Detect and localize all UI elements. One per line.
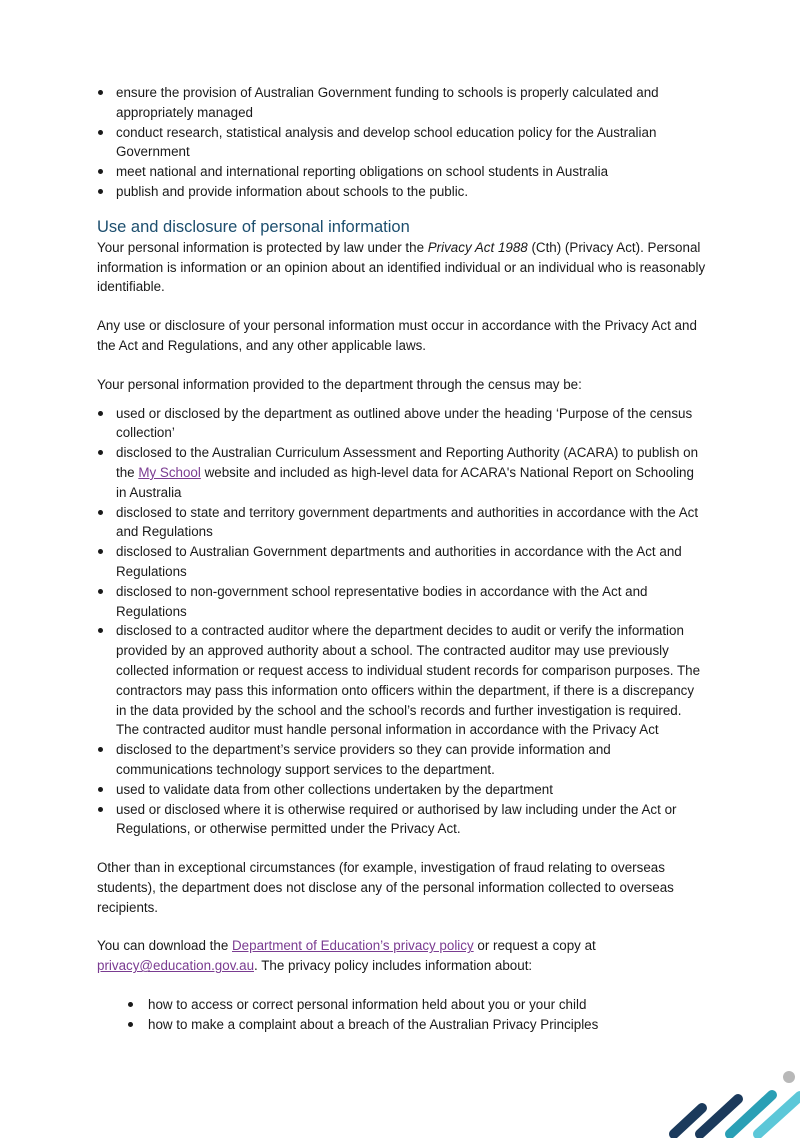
list-item: disclosed to a contracted auditor where the department decides to audit or verify the information provided by an approved authority about a school. The contracted auditor may use previously collected information or request access to individual student records for comparison purposes. The contractors may pass this information onto officers within the department, if there is a discrepancy in the data provided by the school and the school’s records and further investigation is required. The contracted auditor must handle personal information in accordance with the Privacy Act: [97, 621, 707, 740]
list-item: ensure the provision of Australian Government funding to schools is properly calculated and appropriately managed: [97, 83, 707, 123]
intro-paragraph: [97, 238, 707, 297]
policy-text-2: or request a copy at: [473, 938, 596, 954]
list-item: how to access or correct personal information held about you or your child: [97, 995, 707, 1015]
census-lead-paragraph: Your personal information provided to the department through the census may be:: [97, 376, 582, 392]
compliance-paragraph: Any use or disclosure of your personal information must occur in accordance with the Privacy Act and the Act and Regulations, and any other applicable laws.: [97, 318, 697, 353]
disclosure-list: [97, 404, 707, 840]
list-item: disclosed to state and territory government departments and authorities in accordance with the Act and Regulations: [97, 503, 707, 543]
section-heading: Use and disclosure of personal information: [97, 217, 410, 236]
list-item: disclosed to the department’s service providers so they can provide information and communications technology support services to the department.: [97, 740, 707, 780]
policy-topics-list: [97, 995, 707, 1035]
purpose-list: [97, 83, 707, 202]
list-item-text: disclosed to the Australian Curriculum Assessment and Reporting Authority (ACARA) to publish on the: [116, 445, 699, 480]
policy-text-1: You can download the: [97, 938, 233, 954]
page-content: [97, 83, 707, 1035]
my-school-link[interactable]: My School: [138, 464, 201, 480]
intro-text-1: Your personal information is protected by law under the: [97, 239, 428, 255]
privacy-policy-link[interactable]: Department of Education’s privacy policy: [232, 938, 474, 954]
privacy-policy-paragraph: [97, 936, 707, 976]
list-item: meet national and international reporting obligations on school students in Australia: [97, 162, 707, 182]
list-item: disclosed to non-government school representative bodies in accordance with the Act and Regulations: [97, 582, 707, 622]
list-item: [97, 443, 707, 502]
list-item-text: website and included as high-level data for ACARA's National Report on Schooling in Australia: [116, 464, 694, 500]
list-item: conduct research, statistical analysis and develop school education policy for the Australian Government: [97, 123, 707, 163]
list-item: used to validate data from other collections undertaken by the department: [97, 780, 707, 800]
brand-stripes-graphic: [660, 1058, 800, 1138]
policy-text-3: . The privacy policy includes information about:: [254, 958, 533, 974]
privacy-email-link[interactable]: privacy@education.gov.au: [97, 958, 255, 974]
intro-text-2: (Cth) (Privacy Act). Personal information is information or an opinion about an identified individual or an individual who is reasonably identifiable.: [97, 239, 706, 295]
brand-dot-icon: [783, 1071, 795, 1083]
list-item: how to make a complaint about a breach of the Australian Privacy Principles: [97, 1015, 707, 1035]
list-item: used or disclosed by the department as outlined above under the heading ‘Purpose of the census collection’: [97, 404, 707, 444]
overseas-paragraph: Other than in exceptional circumstances (for example, investigation of fraud relating to overseas students), the department does not disclose any of the personal information collected to overseas recipients.: [97, 860, 674, 915]
list-item: publish and provide information about schools to the public.: [97, 182, 707, 202]
privacy-act-title: Privacy Act 1988: [427, 239, 528, 255]
list-item: used or disclosed where it is otherwise required or authorised by law including under the Act or Regulations, or otherwise permitted under the Privacy Act.: [97, 800, 707, 840]
list-item: disclosed to Australian Government departments and authorities in accordance with the Act and Regulations: [97, 542, 707, 582]
